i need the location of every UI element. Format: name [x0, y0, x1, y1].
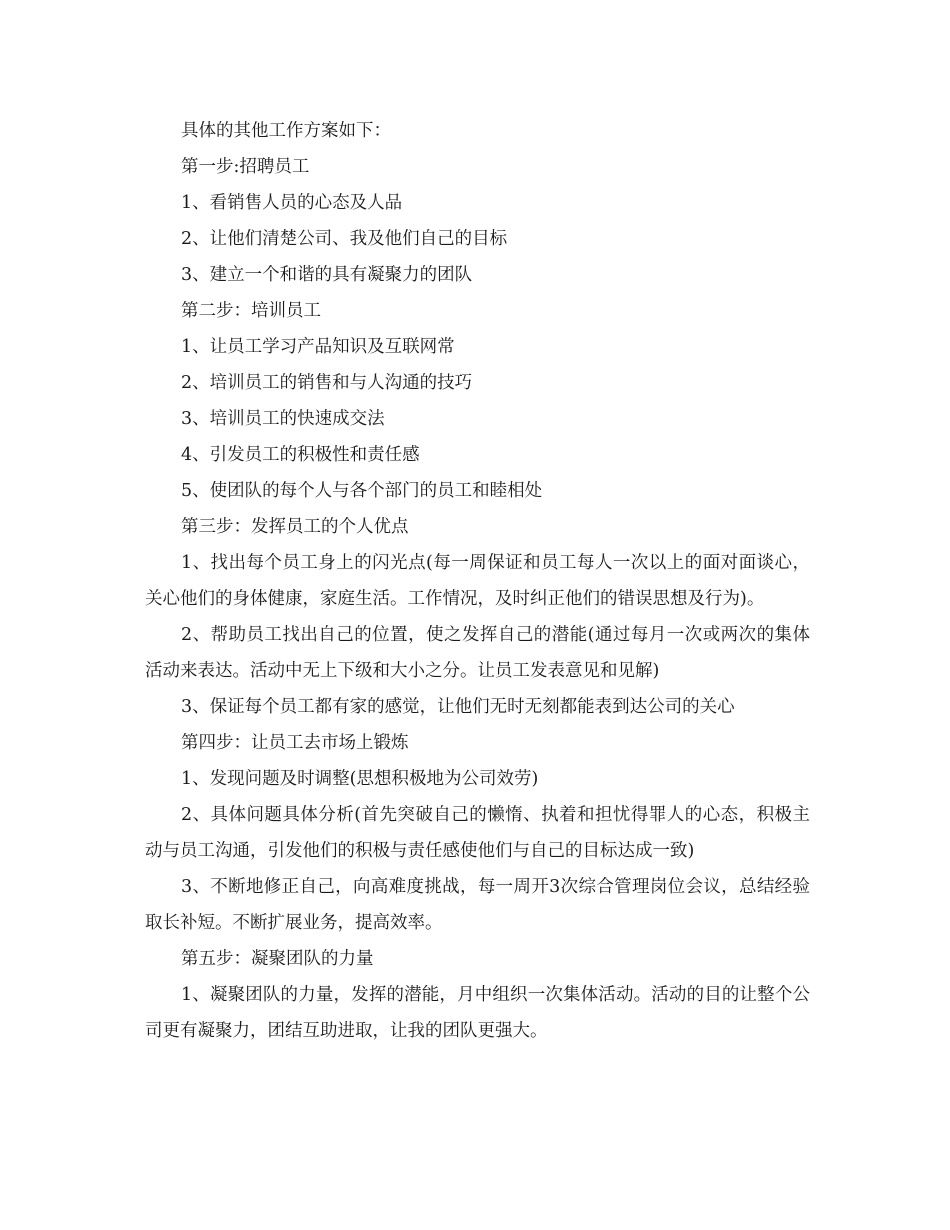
step-2-item-5: 5、使团队的每个人与各个部门的员工和睦相处	[181, 481, 543, 501]
intro-line: 具体的其他工作方案如下：	[181, 121, 391, 141]
step-2-item-1: 1、让员工学习产品知识及互联网常	[181, 337, 455, 357]
step-1-item-1: 1、看销售人员的心态及人品	[181, 193, 403, 213]
step-4-heading: 第四步：让员工去市场上锻炼	[181, 733, 409, 753]
step-1-heading: 第一步:招聘员工	[181, 157, 310, 177]
step-4-item-3: 3、不断地修正自己，向高难度挑战，每一周开3次综合管理岗位会议，总结经验取长补短。不断扩展业务，提高效率。	[145, 877, 810, 933]
step-4-item-1: 1、发现问题及时调整(思想积极地为公司效劳)	[181, 769, 539, 789]
step-1-item-3: 3、建立一个和谐的具有凝聚力的团队	[181, 265, 473, 285]
step-2-item-3: 3、培训员工的快速成交法	[181, 409, 385, 429]
document-body	[145, 113, 810, 1049]
step-2-item-2: 2、培训员工的销售和与人沟通的技巧	[181, 373, 473, 393]
step-5-heading: 第五步：凝聚团队的力量	[181, 949, 374, 969]
step-1-item-2: 2、让他们清楚公司、我及他们自己的目标	[181, 229, 508, 249]
step-4-item-2: 2、具体问题具体分析(首先突破自己的懒惰、执着和担忧得罪人的心态，积极主动与员工沟通，引发他们的积极与责任感使他们与自己的目标达成一致)	[145, 805, 810, 861]
step-3-heading: 第三步：发挥员工的个人优点	[181, 517, 409, 537]
step-2-heading: 第二步：培训员工	[181, 301, 321, 321]
step-5-item-1: 1、凝聚团队的力量，发挥的潜能，月中组织一次集体活动。活动的目的让整个公司更有凝聚力，团结互助进取，让我的团队更强大。	[145, 985, 810, 1041]
step-3-item-2: 2、帮助员工找出自己的位置，使之发挥自己的潜能(通过每月一次或两次的集体活动来表达。活动中无上下级和大小之分。让员工发表意见和见解)	[145, 625, 810, 681]
step-2-item-4: 4、引发员工的积极性和责任感	[181, 445, 420, 465]
step-3-item-1: 1、找出每个员工身上的闪光点(每一周保证和员工每人一次以上的面对面谈心，关心他们的身体健康，家庭生活。工作情况，及时纠正他们的错误思想及行为)。	[145, 553, 810, 609]
step-3-item-3: 3、保证每个员工都有家的感觉，让他们无时无刻都能表到达公司的关心	[181, 697, 735, 717]
